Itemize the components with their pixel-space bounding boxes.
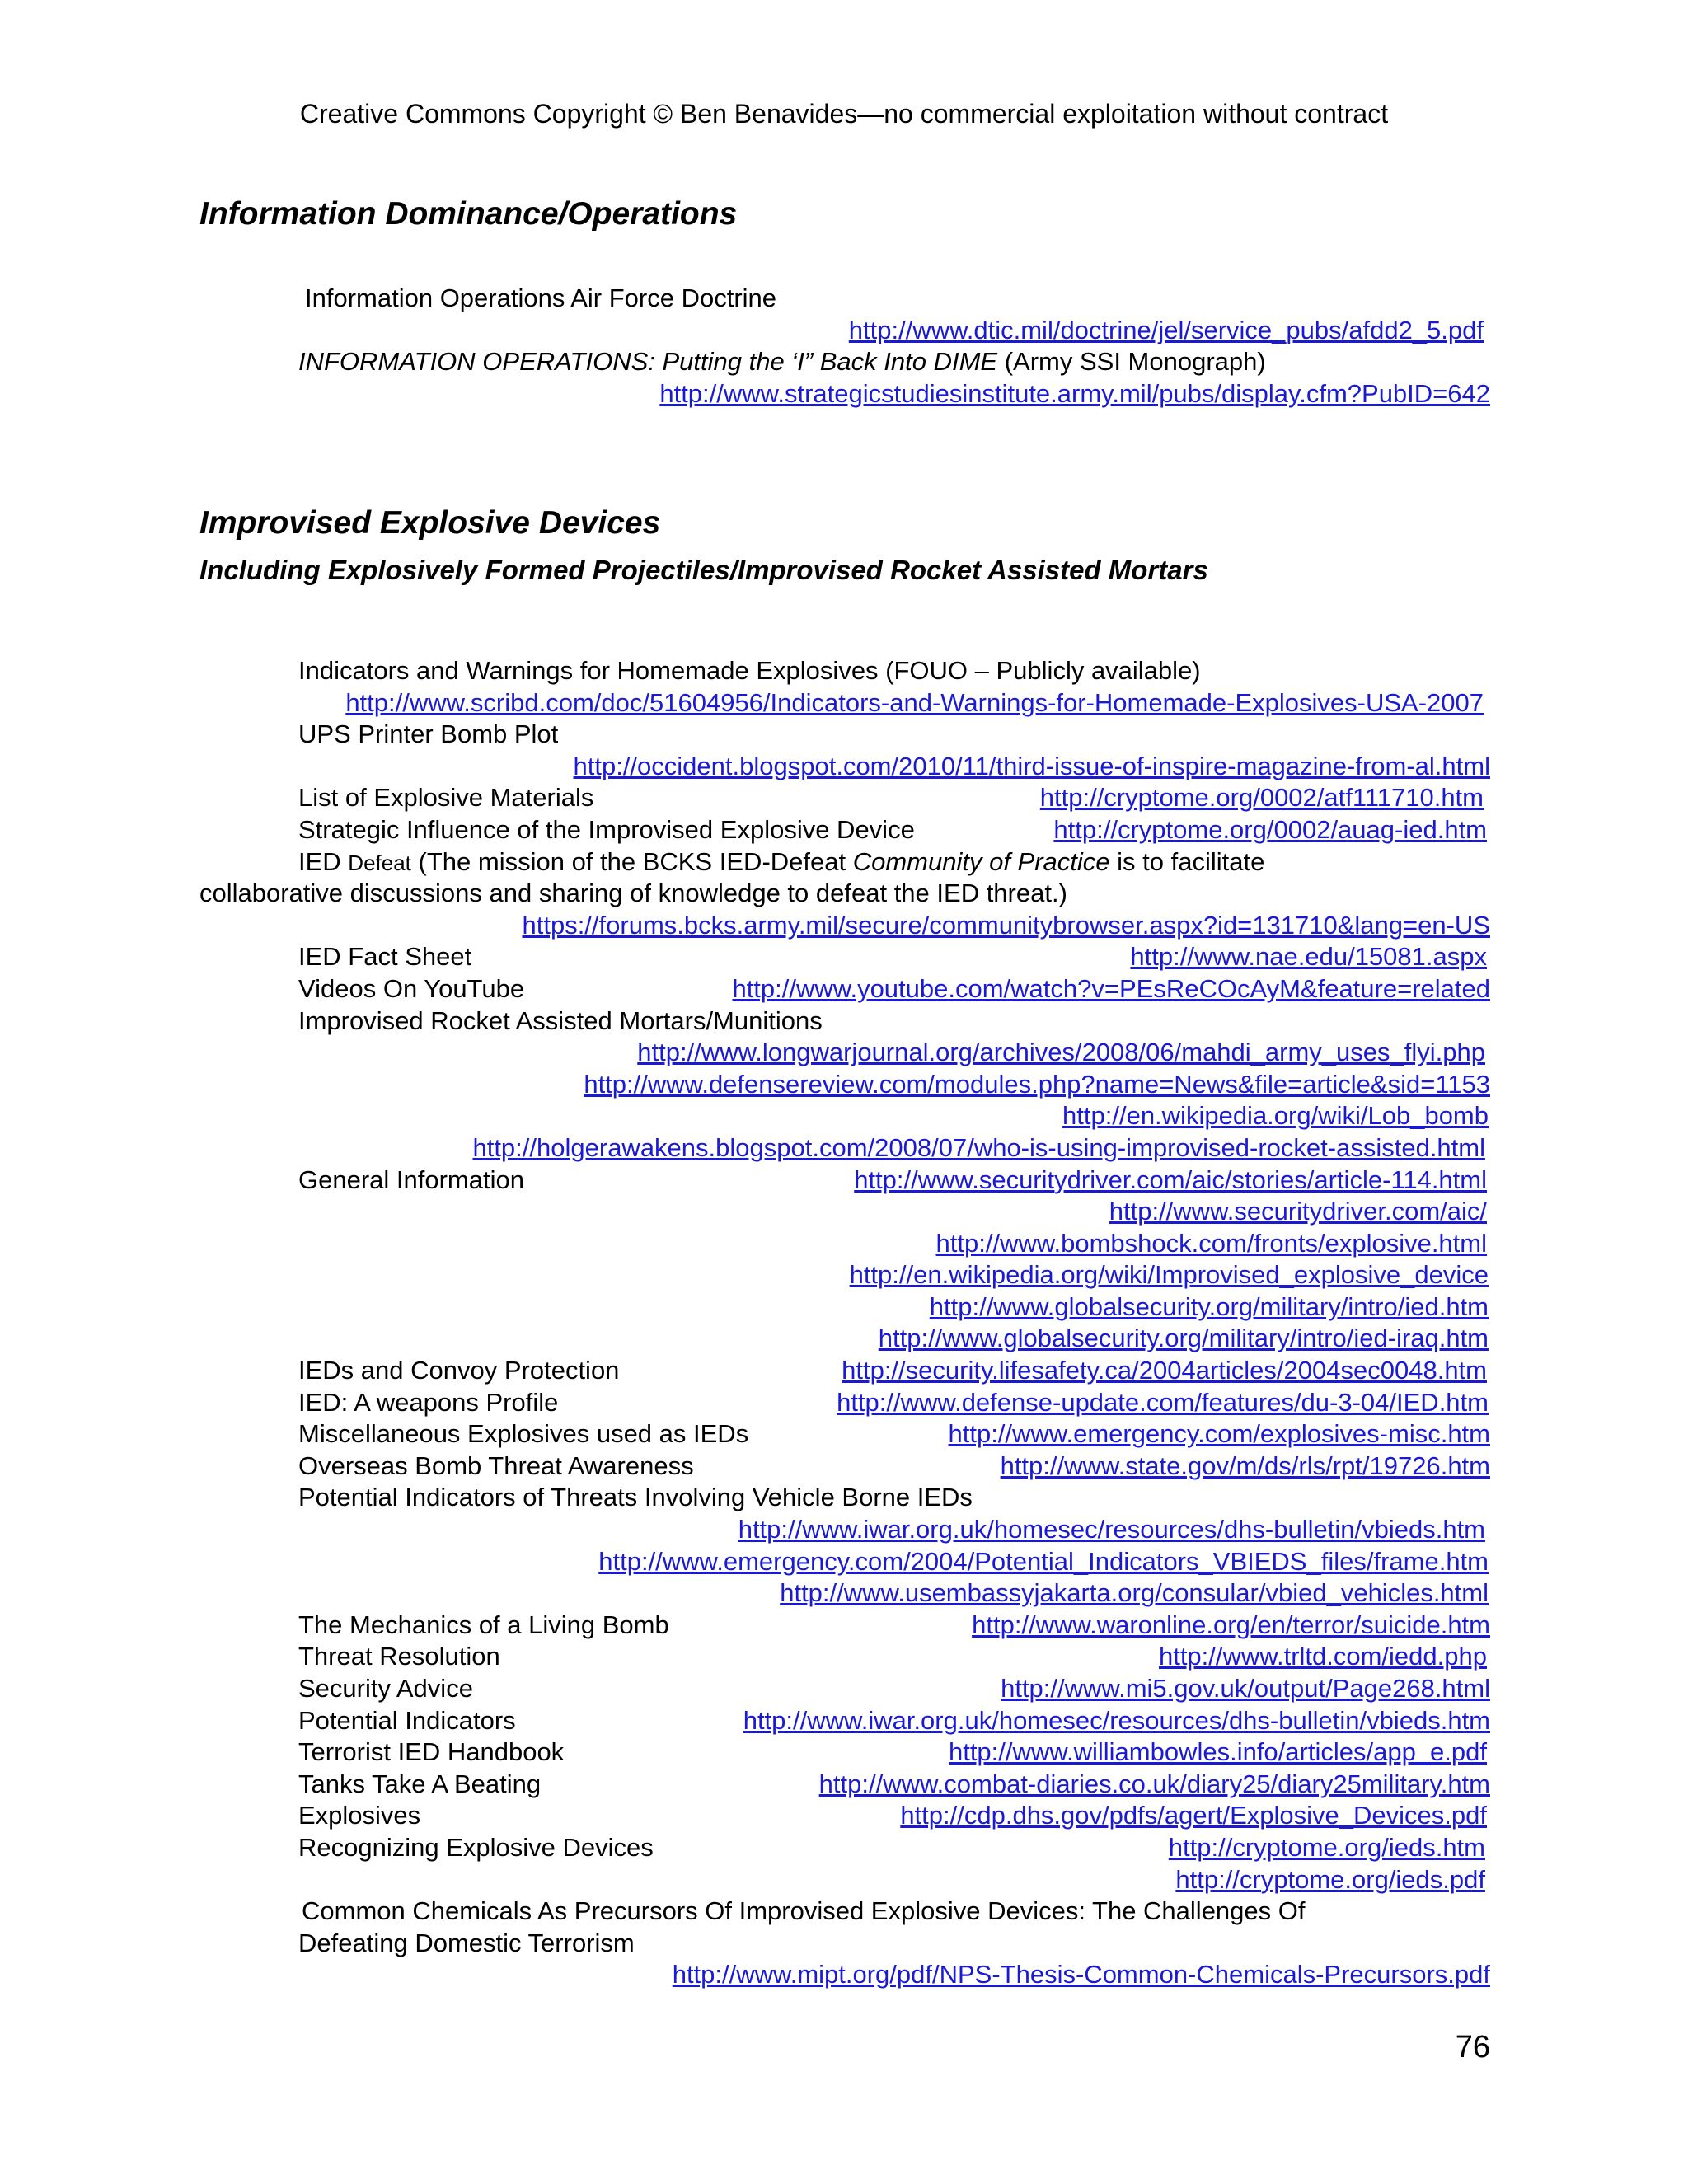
list-item [199,1705,1490,1737]
list-item [199,973,1490,1005]
list-item [199,1896,1490,1928]
entry-link[interactable]: http://cryptome.org/0002/atf111710.htm [1039,783,1484,813]
entry-link[interactable]: http://www.nae.edu/15081.aspx [1130,942,1487,972]
entry-link[interactable]: http://occident.blogspot.com/2010/11/third-issue-of-inspire-magazine-from-al.html [573,751,1490,780]
entry-link[interactable]: http://www.strategicstudiesinstitute.army.mil/pubs/display.cfm?PubID=642 [659,378,1490,408]
section-title-ied: Improvised Explosive Devices [199,505,661,541]
list-item [199,1165,1490,1197]
entry-link[interactable]: http://www.mipt.org/pdf/NPS-Thesis-Common-Chemicals-Precursors.pdf [672,1960,1490,1990]
entry-link[interactable]: http://cryptome.org/0002/auag-ied.htm [1053,814,1487,844]
entry-link[interactable]: http://www.waronline.org/en/terror/suicide.htm [972,1610,1490,1639]
section-subtitle-ied: Including Explosively Formed Projectiles/Improvised Rocket Assisted Mortars [199,555,1208,585]
entry-label: Improvised Rocket Assisted Mortars/Munitions [298,1005,823,1035]
section-title-information-dominance: Information Dominance/Operations [199,196,738,232]
entry-label-part: is to facilitate [1109,846,1265,876]
entry-link[interactable]: http://www.scribd.com/doc/51604956/Indicators-and-Warnings-for-Homemade-Explosives-USA-2007 [345,687,1484,717]
entry-label: IEDs and Convoy Protection [298,1356,620,1385]
list-item [199,1800,1490,1832]
entry-label [298,346,1266,378]
list-item [199,378,1490,410]
entry-link[interactable]: http://www.usembassyjakarta.org/consular/vbied_vehicles.html [780,1578,1489,1608]
list-item [199,315,1490,347]
entry-label: Threat Resolution [298,1642,500,1671]
list-item [199,814,1490,846]
list-item [199,283,1490,315]
list-item [199,878,1490,910]
entry-label: Potential Indicators [298,1705,516,1735]
entry-label: Information Operations Air Force Doctrine [305,284,777,312]
list-item [199,941,1490,973]
entry-link[interactable]: http://www.defensereview.com/modules.php?name=News&file=article&sid=1153 [584,1069,1490,1099]
entry-link[interactable]: http://www.dtic.mil/doctrine/jel/service_pubs/afdd2_5.pdf [848,315,1484,344]
list-item [199,1069,1490,1101]
list-item [199,1736,1490,1769]
entry-link[interactable]: http://www.williambowles.info/articles/app_e.pdf [948,1737,1487,1767]
list-item [199,1514,1490,1546]
list-item [199,1959,1490,1991]
entry-link[interactable]: http://www.defense-update.com/features/du-3-04/IED.htm [837,1387,1489,1417]
list-item [199,1451,1490,1483]
entry-link[interactable]: http://www.state.gov/m/ds/rls/rpt/19726.htm [1000,1451,1490,1480]
entry-link[interactable]: http://cdp.dhs.gov/pdfs/agert/Explosive_Devices.pdf [900,1801,1487,1830]
list-item [199,1387,1490,1419]
entry-label: IED: A weapons Profile [298,1387,559,1417]
list-item [199,1769,1490,1801]
entry-label: Security Advice [298,1674,473,1703]
entry-link[interactable]: http://www.globalsecurity.org/military/intro/ied.htm [929,1291,1489,1321]
entry-label: IED Fact Sheet [298,942,472,972]
entry-link[interactable]: http://www.bombshock.com/fronts/explosive.html [935,1228,1487,1258]
list-item [199,1259,1490,1291]
entry-label-continued: collaborative discussions and sharing of knowledge to defeat the IED threat.) [199,879,1067,908]
copyright-header: Creative Commons Copyright © Ben Benavides—no commercial exploitation without contract [299,99,1389,129]
entry-link[interactable]: http://www.trltd.com/iedd.php [1158,1642,1487,1671]
entry-link[interactable]: http://security.lifesafety.ca/2004articles/2004sec0048.htm [842,1356,1487,1385]
entry-link[interactable]: http://www.globalsecurity.org/military/intro/ied-iraq.htm [878,1324,1489,1353]
list-item [199,1928,1490,1960]
entry-link[interactable]: http://cryptome.org/ieds.htm [1168,1832,1485,1862]
entry-link[interactable]: http://cryptome.org/ieds.pdf [1175,1864,1485,1894]
information-operations-list [199,283,1490,410]
list-item [199,1228,1490,1260]
list-item [199,1577,1490,1610]
entry-label: Explosives [298,1801,421,1830]
list-item [199,782,1490,814]
list-item [199,1546,1490,1578]
list-item [199,1100,1490,1132]
entry-link[interactable]: http://en.wikipedia.org/wiki/Improvised_explosive_device [849,1260,1489,1290]
list-item [199,751,1490,783]
list-item [199,1832,1490,1864]
entry-label-italic: INFORMATION OPERATIONS: Putting the ‘I” Back Into DIME [298,347,998,377]
entry-label: Overseas Bomb Threat Awareness [298,1451,694,1480]
entry-label: Common Chemicals As Precursors Of Improvised Explosive Devices: The Challenges Of [302,1896,1306,1926]
entry-label: General Information [298,1165,524,1194]
entry-link[interactable]: http://www.iwar.org.uk/homesec/resources/dhs-bulletin/vbieds.htm [743,1705,1490,1735]
entry-label-part: Community of Practice [852,846,1110,876]
list-item [199,1196,1490,1228]
entry-label: Potential Indicators of Threats Involving Vehicle Borne IEDs [298,1483,973,1512]
entry-label-part: Defeat [348,850,411,875]
entry-link[interactable]: http://en.wikipedia.org/wiki/Lob_bomb [1062,1101,1489,1131]
entry-link[interactable]: http://www.combat-diaries.co.uk/diary25/diary25military.htm [818,1769,1490,1798]
list-item [199,1673,1490,1705]
list-item [199,1355,1490,1387]
entry-label: UPS Printer Bomb Plot [298,719,559,749]
entry-label: Videos On YouTube [298,973,525,1003]
entry-label: Indicators and Warnings for Homemade Explosives (FOUO – Publicly available) [298,656,1201,685]
list-item [199,687,1490,719]
entry-link[interactable]: http://holgerawakens.blogspot.com/2008/07/who-is-using-improvised-rocket-assisted.html [472,1132,1485,1162]
entry-link[interactable]: http://www.youtube.com/watch?v=PEsReCOcAyM&feature=related [732,973,1490,1003]
entry-link[interactable]: https://forums.bcks.army.mil/secure/communitybrowser.aspx?id=131710&lang=en-US [522,910,1490,940]
list-item [199,1291,1490,1324]
entry-label [298,846,1264,879]
list-item [199,1418,1490,1451]
entry-label: Miscellaneous Explosives used as IEDs [298,1419,749,1449]
list-item [199,719,1490,751]
page-number: 76 [1455,2030,1490,2064]
ied-resource-list [199,655,1490,1991]
entry-label: Terrorist IED Handbook [298,1737,565,1767]
list-item [199,1610,1490,1642]
list-item [199,1482,1490,1514]
entry-label: The Mechanics of a Living Bomb [298,1610,669,1639]
list-item [199,910,1490,942]
entry-link[interactable]: http://www.mi5.gov.uk/output/Page268.html [1001,1674,1490,1703]
entry-link[interactable]: http://www.securitydriver.com/aic/stories/article-114.html [854,1165,1487,1194]
list-item [199,1864,1490,1896]
list-item [199,346,1490,378]
entry-label: Recognizing Explosive Devices [298,1832,654,1862]
entry-link[interactable]: http://www.emergency.com/2004/Potential_Indicators_VBIEDS_files/frame.htm [598,1546,1489,1576]
list-item [199,655,1490,687]
entry-label-part: IED [298,846,349,876]
entry-link[interactable]: http://www.emergency.com/explosives-misc.htm [948,1419,1490,1449]
entry-label-continued: Defeating Domestic Terrorism [298,1928,635,1957]
entry-label: List of Explosive Materials [298,783,594,813]
list-item [199,846,1490,879]
entry-label-rest: (Army SSI Monograph) [997,347,1266,377]
list-item [199,1641,1490,1673]
entry-link[interactable]: http://www.securitydriver.com/aic/ [1109,1197,1487,1226]
list-item [199,1132,1490,1165]
entry-label-part: (The mission of the BCKS IED-Defeat [410,846,853,876]
list-item [199,1005,1490,1038]
list-item [199,1323,1490,1355]
entry-link[interactable]: http://www.iwar.org.uk/homesec/resources/dhs-bulletin/vbieds.htm [738,1515,1485,1544]
list-item [199,1037,1490,1069]
entry-label: Tanks Take A Beating [298,1769,542,1798]
entry-label: Strategic Influence of the Improvised Explosive Device [298,814,915,844]
entry-link[interactable]: http://www.longwarjournal.org/archives/2008/06/mahdi_army_uses_flyi.php [637,1038,1485,1067]
